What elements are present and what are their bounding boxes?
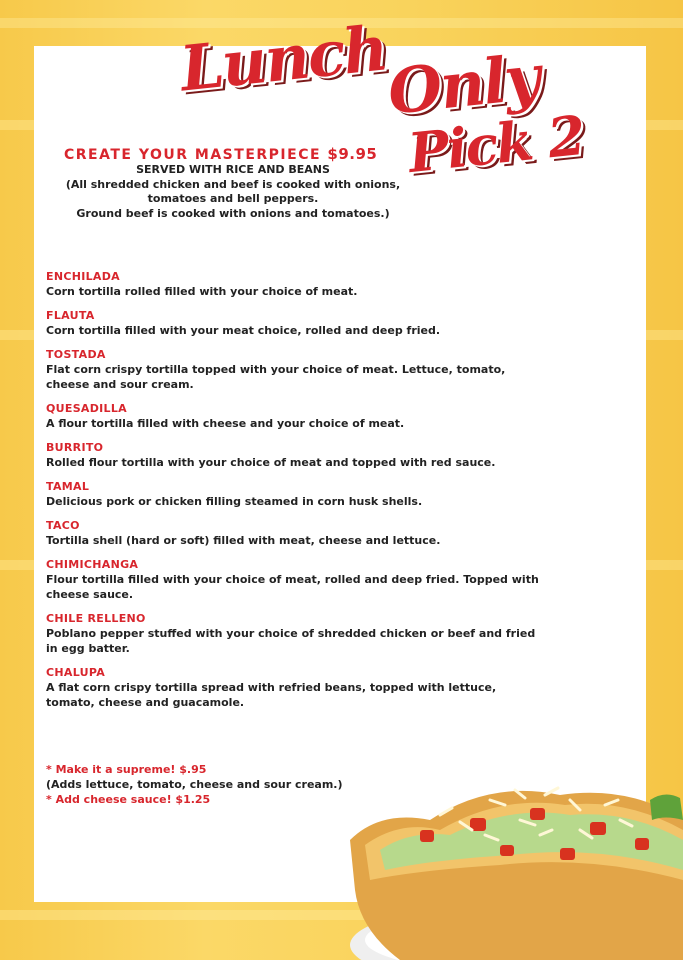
item-name: QUESADILLA <box>46 402 127 415</box>
intro-price: $9.95 <box>327 145 378 163</box>
headline-pick-2: Pick 2 <box>405 102 587 186</box>
menu-item-chimichanga <box>46 558 546 602</box>
extra-cheese-sauce: * Add cheese sauce! $1.25 <box>46 793 211 806</box>
item-description: Rolled flour tortilla with your choice of meat and topped with red sauce. <box>46 456 496 469</box>
item-description: Poblano pepper stuffed with your choice of shredded chicken or beef and fried in egg batter. <box>46 627 536 655</box>
intro-title-text: CREATE YOUR MASTERPIECE <box>64 147 322 163</box>
menu-item-enchilada <box>46 270 546 299</box>
menu-item-taco <box>46 519 546 548</box>
item-description: Flat corn crispy tortilla topped with your choice of meat. Lettuce, tomato, cheese and sour cream. <box>46 363 506 391</box>
item-name: CHIMICHANGA <box>46 558 139 571</box>
intro-details <box>58 163 408 221</box>
menu-item-tamal <box>46 480 546 509</box>
intro-line: Ground beef is cooked with onions and tomatoes.) <box>76 206 390 220</box>
extra-supreme: * Make it a supreme! $.95 <box>46 763 207 776</box>
item-name: FLAUTA <box>46 309 95 322</box>
menu-item-flauta <box>46 309 546 338</box>
item-description: Corn tortilla filled with your meat choice, rolled and deep fried. <box>46 324 441 337</box>
extra-supreme-note: (Adds lettuce, tomato, cheese and sour cream.) <box>46 778 343 791</box>
item-name: TACO <box>46 519 80 532</box>
item-description: A flour tortilla filled with cheese and your choice of meat. <box>46 417 405 430</box>
item-name: CHILE RELLENO <box>46 612 146 625</box>
intro-title <box>64 145 377 163</box>
item-name: CHALUPA <box>46 666 106 679</box>
item-name: ENCHILADA <box>46 270 120 283</box>
headline-only: Only <box>384 40 543 129</box>
menu-item-burrito <box>46 441 546 470</box>
menu-item-quesadilla <box>46 402 546 431</box>
menu-item-tostada <box>46 348 546 392</box>
item-description: A flat corn crispy tortilla spread with refried beans, topped with lettuce, tomato, cheese and guacamole. <box>46 681 497 709</box>
menu-items <box>46 270 546 720</box>
item-name: BURRITO <box>46 441 104 454</box>
intro-line: tomatoes and bell peppers. <box>147 192 319 205</box>
item-name: TOSTADA <box>46 348 106 361</box>
item-description: Delicious pork or chicken filling steamed in corn husk shells. <box>46 495 423 508</box>
item-description: Corn tortilla rolled filled with your choice of meat. <box>46 285 358 298</box>
headline-lunch: Lunch <box>176 11 390 106</box>
intro-line: SERVED WITH RICE AND BEANS <box>136 163 330 176</box>
menu-item-chile-relleno <box>46 612 546 656</box>
intro-line: (All shredded chicken and beef is cooked with onions, <box>65 177 401 191</box>
item-name: TAMAL <box>46 480 90 493</box>
item-description: Tortilla shell (hard or soft) filled with meat, cheese and lettuce. <box>46 534 441 547</box>
item-description: Flour tortilla filled with your choice of meat, rolled and deep fried. Topped with cheese sauce. <box>46 573 539 601</box>
taco-salad-bowl-image <box>340 760 683 960</box>
menu-item-chalupa <box>46 666 546 710</box>
